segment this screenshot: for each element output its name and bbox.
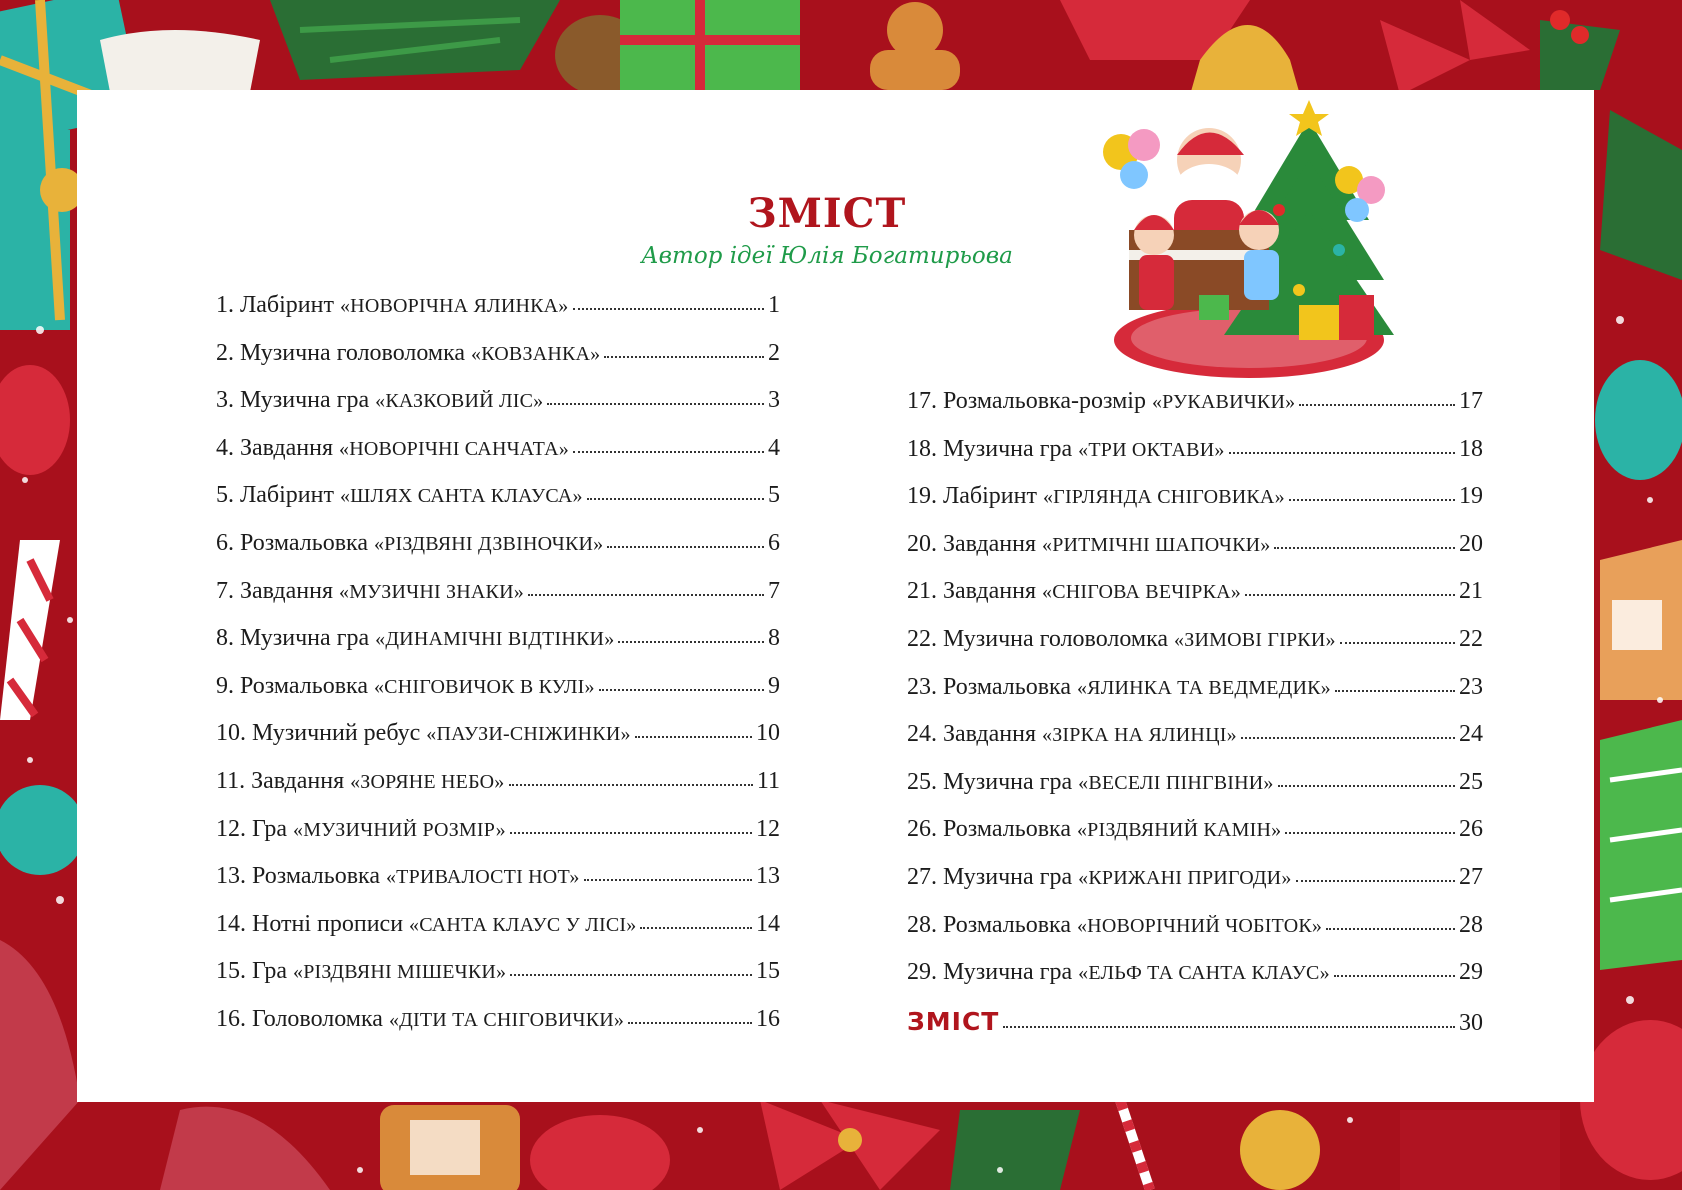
toc-entry[interactable] [907,912,1483,960]
toc-entry-title [216,768,505,795]
toc-entry-type: 19. Лабіринт [907,483,1043,510]
toc-entry-type: 14. Нотні прописи [216,910,410,937]
page-title: ЗМІСТ [747,190,907,237]
toc-entry-type: 25. Музична гра [907,768,1079,795]
toc-entry-type: 26. Розмальовка [907,816,1077,843]
toc-entry-title [907,721,1237,748]
toc-entry-name: «СНІГОВИЧОК В КУЛІ» [373,675,595,698]
toc-page-number: 19 [1459,483,1483,510]
toc-entry-title [216,863,580,890]
toc-entry-name: «ЕЛЬФ ТА САНТА КЛАУС» [1078,962,1330,985]
toc-entry-name: «МУЗИЧНИЙ РОЗМІР» [293,818,506,841]
toc-dot-leader [1241,737,1455,739]
toc-right-column [907,388,1483,1054]
toc-entry-title [216,435,569,462]
toc-entry-type: 15. Гра [216,958,294,985]
toc-entry-title [907,769,1274,796]
toc-page-number: 3 [768,387,780,414]
toc-entry-title [216,958,506,985]
santa-piano-christmas-tree-icon [1099,100,1399,390]
toc-entry-name: «ПАУЗИ-СНІЖИНКИ» [426,723,631,746]
toc-entry-title: ЗМІСТ [907,1006,1000,1036]
toc-page-number: 30 [1459,1009,1483,1036]
toc-entry[interactable] [907,674,1483,722]
toc-dot-leader [1245,594,1455,596]
toc-page-number: 16 [756,1005,780,1032]
toc-entry-name: «ЗІРКА НА ЯЛИНЦІ» [1042,724,1237,747]
toc-dot-leader [509,784,753,786]
toc-entry-type: 20. Завдання [907,530,1042,557]
toc-page-number: 18 [1459,435,1483,462]
toc-entry-type: 12. Гра [216,815,294,842]
toc-dot-leader [599,689,764,691]
toc-entry[interactable] [216,625,780,673]
toc-entry[interactable] [216,863,780,911]
toc-page-number: 29 [1459,959,1483,986]
toc-entry-title [216,625,614,652]
toc-entry-title [907,388,1295,415]
toc-entry[interactable] [907,864,1483,912]
toc-page-number: 9 [768,672,780,699]
toc-page-number: 13 [756,863,780,890]
toc-entry-title [216,340,600,367]
toc-dot-leader [628,1022,752,1024]
toc-entry-title [216,673,595,700]
toc-entry[interactable] [216,720,780,768]
toc-entry[interactable] [216,768,780,816]
toc-dot-leader [1289,499,1455,501]
toc-dot-leader [573,308,765,310]
toc-entry-title [907,912,1322,939]
toc-entry-title [216,720,631,747]
toc-page-number: 1 [768,292,780,318]
toc-entry-name: «ДИНАМІЧНІ ВІДТІНКИ» [375,628,615,651]
toc-entry-title [216,387,543,414]
toc-entry-type: 24. Завдання [907,721,1042,748]
toc-entry-title [216,1006,624,1033]
toc-entry-type: 13. Розмальовка [216,863,386,890]
toc-page-number: 17 [1459,388,1483,414]
toc-dot-leader [584,879,752,881]
toc-entry[interactable] [216,673,780,721]
toc-dot-leader [587,498,764,500]
toc-entry[interactable] [907,578,1483,626]
toc-dot-leader [528,594,764,596]
toc-page-number: 2 [768,339,780,366]
toc-entry[interactable] [216,482,780,530]
toc-page-number: 23 [1459,673,1483,700]
toc-page-number: 27 [1459,863,1483,890]
toc-entry-type: 28. Розмальовка [907,911,1077,938]
toc-entry[interactable] [907,816,1483,864]
toc-entry-title [907,436,1225,463]
toc-page-number: 7 [768,577,780,604]
toc-dot-leader [1285,832,1455,834]
toc-page-number: 25 [1459,768,1483,795]
toc-entry-title [216,578,524,605]
toc-page-number: 6 [768,529,780,556]
toc-dot-leader [1274,547,1455,549]
toc-entry-title [216,482,583,509]
toc-entry-name: «КРИЖАНІ ПРИГОДИ» [1078,866,1292,889]
toc-page-number: 11 [756,767,780,794]
toc-dot-leader [510,832,752,834]
toc-page-number: 21 [1459,578,1483,605]
toc-entry-name: «КАЗКОВИЙ ЛІС» [375,390,544,413]
toc-entry-name: «РІЗДВЯНИЙ КАМІН» [1076,819,1282,842]
toc-entry-name: «ЯЛИНКА ТА ВЕДМЕДИК» [1076,676,1331,699]
toc-entry-type: 16. Головоломка [216,1005,389,1032]
toc-entry[interactable] [216,958,780,1006]
toc-entry-type: 10. Музичний ребус [216,720,427,747]
toc-entry-name: «РУКАВИЧКИ» [1151,391,1296,413]
toc-entry-type: 29. Музична гра [907,959,1079,986]
toc-entry-type: 9. Розмальовка [216,672,374,699]
toc-entry-type: 3. Музична гра [216,387,376,414]
toc-entry-title [907,864,1292,891]
toc-page-number: 20 [1459,530,1483,557]
toc-entry-name: «НОВОРІЧНІ САНЧАТА» [339,437,569,460]
toc-entry-name: «ДІТИ ТА СНІГОВИЧКИ» [388,1008,625,1031]
toc-dot-leader [1229,452,1455,454]
toc-entry[interactable] [216,292,780,340]
toc-entry[interactable] [907,483,1483,531]
toc-page-number: 12 [756,815,780,842]
toc-entry[interactable] [216,435,780,483]
toc-entry-name: «ЗИМОВІ ГІРКИ» [1174,628,1336,651]
toc-entry-title [216,816,506,843]
toc-entry-name: «РИТМІЧНІ ШАПОЧКИ» [1042,533,1271,556]
toc-entry-name: «НОВОРІЧНА ЯЛИНКА» [339,295,569,317]
toc-entry-type: 21. Завдання [907,578,1042,605]
toc-entry-type: 2. Музична головоломка [216,339,472,366]
toc-entry-type: 6. Розмальовка [216,529,374,556]
toc-dot-leader [1326,928,1455,930]
toc-entry-contents[interactable] [907,1007,1483,1055]
toc-entry[interactable] [907,436,1483,484]
toc-dot-leader [547,403,764,405]
toc-entry[interactable] [907,721,1483,769]
toc-entry-type: 22. Музична головоломка [907,625,1175,652]
toc-entry-name: «НОВОРІЧНИЙ ЧОБІТОК» [1076,914,1323,937]
toc-entry-type: 1. Лабіринт [216,292,340,318]
toc-page-number: 24 [1459,721,1483,748]
toc-dot-leader [604,356,764,358]
toc-entry-title [216,530,603,557]
toc-entry[interactable] [907,959,1483,1007]
toc-entry-type: 7. Завдання [216,577,339,604]
toc-page-number: 14 [756,910,780,937]
toc-entry-name: «КОВЗАНКА» [471,342,601,365]
toc-dot-leader [1335,690,1455,692]
page-subtitle: Автор ідеї Юлія Богатирьова [641,243,1013,269]
toc-entry-title [907,959,1330,986]
toc-dot-leader [1334,975,1455,977]
toc-entry[interactable] [216,911,780,959]
toc-entry-name: «ШЛЯХ САНТА КЛАУСА» [339,485,583,508]
toc-entry[interactable] [907,531,1483,579]
toc-entry-type: 17. Розмальовка-розмір [907,388,1152,414]
toc-entry-name: «МУЗИЧНІ ЗНАКИ» [339,580,524,603]
toc-entry-name: «ГІРЛЯНДА СНІГОВИКА» [1042,486,1285,509]
toc-entry-title [907,674,1331,701]
toc-entry-name: «ЗОРЯНЕ НЕБО» [350,770,505,793]
toc-dot-leader [640,927,752,929]
toc-left-column [216,292,780,1054]
toc-entry[interactable] [216,387,780,435]
toc-page-number: 8 [768,625,780,652]
toc-page-number: 4 [768,434,780,461]
toc-entry-type: 5. Лабіринт [216,482,340,509]
toc-entry-type: 8. Музична гра [216,625,376,652]
toc-entry-title [907,578,1241,605]
toc-page-number: 26 [1459,816,1483,843]
toc-entry-name: «САНТА КЛАУС У ЛІСІ» [409,913,637,936]
toc-entry-type: 18. Музична гра [907,435,1079,462]
toc-entry-name: «РІЗДВЯНІ ДЗВІНОЧКИ» [373,532,604,555]
toc-entry-name: «СНІГОВА ВЕЧІРКА» [1042,581,1241,604]
content-page [77,90,1594,1102]
toc-dot-leader [1003,1026,1455,1028]
toc-entry-name: «ТРИ ОКТАВИ» [1078,438,1225,461]
toc-dot-leader [1296,880,1455,882]
toc-entry[interactable] [907,388,1483,436]
toc-dot-leader [1299,404,1455,406]
toc-entry[interactable] [216,1006,780,1054]
toc-entry-title [907,816,1281,843]
toc-entry-title [907,626,1336,653]
toc-dot-leader [1278,785,1455,787]
toc-page-number: 10 [756,720,780,747]
toc-entry-title [216,292,569,319]
toc-entry[interactable] [216,530,780,578]
toc-entry-name: «ТРИВАЛОСТІ НОТ» [385,866,580,889]
toc-page-number: 15 [756,958,780,985]
toc-entry-name: «РІЗДВЯНІ МІШЕЧКИ» [293,961,507,984]
toc-entry[interactable] [216,816,780,864]
toc-dot-leader [510,974,752,976]
toc-entry[interactable] [907,769,1483,817]
toc-dot-leader [635,736,752,738]
toc-dot-leader [618,641,764,643]
toc-page-number: 5 [768,482,780,509]
toc-dot-leader [1340,642,1455,644]
toc-dot-leader [607,546,764,548]
toc-entry-type: 4. Завдання [216,434,339,461]
toc-entry-title [907,483,1285,510]
toc-entry-type: 11. Завдання [216,767,351,794]
toc-page-number: 28 [1459,911,1483,938]
toc-dot-leader [573,451,764,453]
toc-entry-name: «ВЕСЕЛІ ПІНГВІНИ» [1078,771,1274,794]
toc-page-number: 22 [1459,625,1483,652]
toc-entry[interactable] [216,578,780,626]
toc-entry[interactable] [907,626,1483,674]
toc-entry-title [907,531,1270,558]
toc-entry-type: 27. Музична гра [907,863,1079,890]
toc-entry-type: 23. Розмальовка [907,673,1077,700]
toc-entry[interactable] [216,340,780,388]
toc-entry-title [216,911,636,938]
